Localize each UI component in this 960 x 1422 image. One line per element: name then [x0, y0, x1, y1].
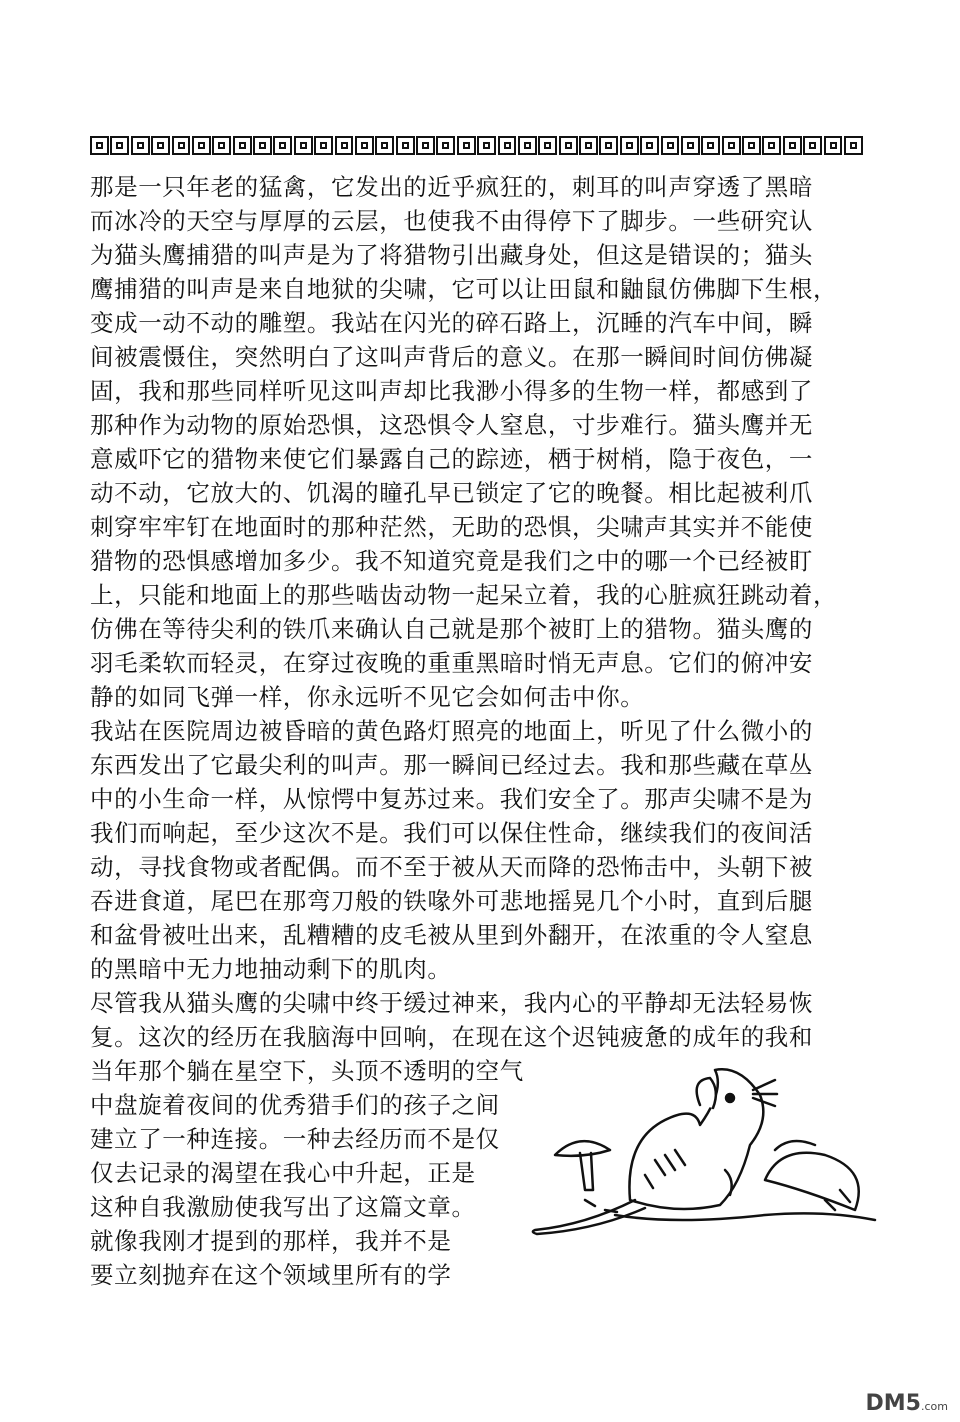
text-line: 意威吓它的猎物来使它们暴露自己的踪迹，栖于树梢，隐于夜色，一	[90, 445, 813, 473]
border-square	[131, 136, 150, 155]
border-square	[620, 136, 639, 155]
decorative-border	[90, 133, 864, 157]
text-line: 仅去记录的渴望在我心中升起，正是	[90, 1159, 476, 1187]
text-line: 间被震慑住，突然明白了这叫声背后的意义。在那一瞬间时间仿佛凝	[90, 343, 813, 371]
text-line: 刺穿牢牢钉在地面时的那种茫然，无助的恐惧，尖啸声其实并不能使	[90, 513, 813, 541]
border-square	[233, 136, 252, 155]
text-line: 中的小生命一样，从惊愕中复苏过来。我们安全了。那声尖啸不是为	[90, 785, 813, 813]
text-line: 固，我和那些同样听见这叫声却比我渺小得多的生物一样，都感到了	[90, 377, 813, 405]
border-square	[783, 136, 802, 155]
border-square	[335, 136, 354, 155]
border-square	[416, 136, 435, 155]
main-text	[90, 170, 880, 1054]
text-line: 动，寻找食物或者配偶。而不至于被从天而降的恐怖击中，头朝下被	[90, 853, 813, 881]
text-line: 猎物的恐惧感增加多少。我不知道究竟是我们之中的哪一个已经被盯	[90, 547, 813, 575]
border-square	[559, 136, 578, 155]
border-square	[681, 136, 700, 155]
mouse-ear	[697, 1078, 716, 1108]
text-line: 那种作为动物的原始恐惧，这恐惧令人窒息，寸步难行。猫头鹰并无	[90, 411, 813, 439]
text-line: 这种自我激励使我写出了这篇文章。	[90, 1193, 476, 1221]
border-square	[477, 136, 496, 155]
border-square	[661, 136, 680, 155]
border-square	[151, 136, 170, 155]
border-square	[212, 136, 231, 155]
border-square	[498, 136, 517, 155]
border-square	[375, 136, 394, 155]
border-square	[742, 136, 761, 155]
border-square	[538, 136, 557, 155]
border-square	[314, 136, 333, 155]
text-line: 的黑暗中无力地抽动剩下的肌肉。	[90, 955, 452, 983]
border-square	[803, 136, 822, 155]
text-line: 建立了一种连接。一种去经历而不是仅	[90, 1125, 500, 1153]
text-line: 鹰捕猎的叫声是来自地狱的尖啸，它可以让田鼠和鼬鼠仿佛脚下生根，	[90, 275, 838, 303]
border-square	[701, 136, 720, 155]
border-square	[579, 136, 598, 155]
mouse-illustration	[525, 1050, 885, 1260]
border-square	[640, 136, 659, 155]
text-line: 复。这次的经历在我脑海中回响，在现在这个迟钝疲惫的成年的我和	[90, 1023, 813, 1051]
text-line: 和盆骨被吐出来，乱糟糟的皮毛被从里到外翻开，在浓重的令人窒息	[90, 921, 813, 949]
text-line: 为猫头鹰捕猎的叫声是为了将猎物引出藏身处，但这是错误的；猫头	[90, 241, 813, 269]
border-square	[762, 136, 781, 155]
border-square	[436, 136, 455, 155]
border-square	[110, 136, 129, 155]
mouse-eye	[726, 1094, 734, 1102]
text-line: 当年那个躺在星空下，头顶不透明的空气	[90, 1057, 524, 1085]
border-square	[396, 136, 415, 155]
text-line: 东西发出了它最尖利的叫声。那一瞬间已经过去。我和那些藏在草丛	[90, 751, 813, 779]
text-line: 变成一动不动的雕塑。我站在闪光的碎石路上，沉睡的汽车中间，瞬	[90, 309, 813, 337]
border-square	[722, 136, 741, 155]
paragraph-2	[90, 714, 880, 986]
border-square	[294, 136, 313, 155]
mushroom-cap	[555, 1141, 610, 1156]
border-square	[192, 136, 211, 155]
text-line: 仿佛在等待尖利的铁爪来确认自己就是那个被盯上的猎物。猫头鹰的	[90, 615, 813, 643]
text-line: 尽管我从猫头鹰的尖啸中终于缓过神来，我内心的平静却无法轻易恢	[90, 989, 813, 1017]
mushroom-cap-right	[765, 1153, 859, 1210]
paragraph-3	[90, 986, 880, 1054]
border-square	[253, 136, 272, 155]
border-square	[599, 136, 618, 155]
text-line: 我站在医院周边被昏暗的黄色路灯照亮的地面上，听见了什么微小的	[90, 717, 813, 745]
text-line: 吞进食道，尾巴在那弯刀般的铁喙外可悲地摇晃几个小时，直到后腿	[90, 887, 813, 915]
text-line: 而冰冷的天空与厚厚的云层，也使我不由得停下了脚步。一些研究认	[90, 207, 813, 235]
border-square	[355, 136, 374, 155]
paragraph-1	[90, 170, 880, 714]
text-line: 羽毛柔软而轻灵，在穿过夜晚的重重黑暗时悄无声息。它们的俯冲安	[90, 649, 813, 677]
text-line: 中盘旋着夜间的优秀猎手们的孩子之间	[90, 1091, 500, 1119]
border-square	[90, 136, 109, 155]
text-line: 我们而响起，至少这次不是。我们可以保住性命，继续我们的夜间活	[90, 819, 813, 847]
text-line: 要立刻抛弃在这个领域里所有的学	[90, 1261, 452, 1289]
text-line: 上，只能和地面上的那些啮齿动物一起呆立着，我的心脏疯狂跳动着，	[90, 581, 838, 609]
text-line: 动不动，它放大的、饥渴的瞳孔早已锁定了它的晚餐。相比起被利爪	[90, 479, 813, 507]
text-line: 就像我刚才提到的那样，我并不是	[90, 1227, 452, 1255]
ground	[615, 1213, 875, 1220]
border-square	[824, 136, 843, 155]
border-square	[518, 136, 537, 155]
text-line: 静的如同飞弹一样，你永远听不见它会如何击中你。	[90, 683, 645, 711]
mushroom-stem	[580, 1153, 593, 1190]
paragraph-3-narrow	[90, 1054, 530, 1292]
border-square	[844, 136, 863, 155]
watermark-logo: DM5.com	[865, 1391, 948, 1416]
text-line: 那是一只年老的猛禽，它发出的近乎疯狂的，刺耳的叫声穿透了黑暗	[90, 173, 813, 201]
border-square	[273, 136, 292, 155]
border-square	[457, 136, 476, 155]
border-square	[172, 136, 191, 155]
